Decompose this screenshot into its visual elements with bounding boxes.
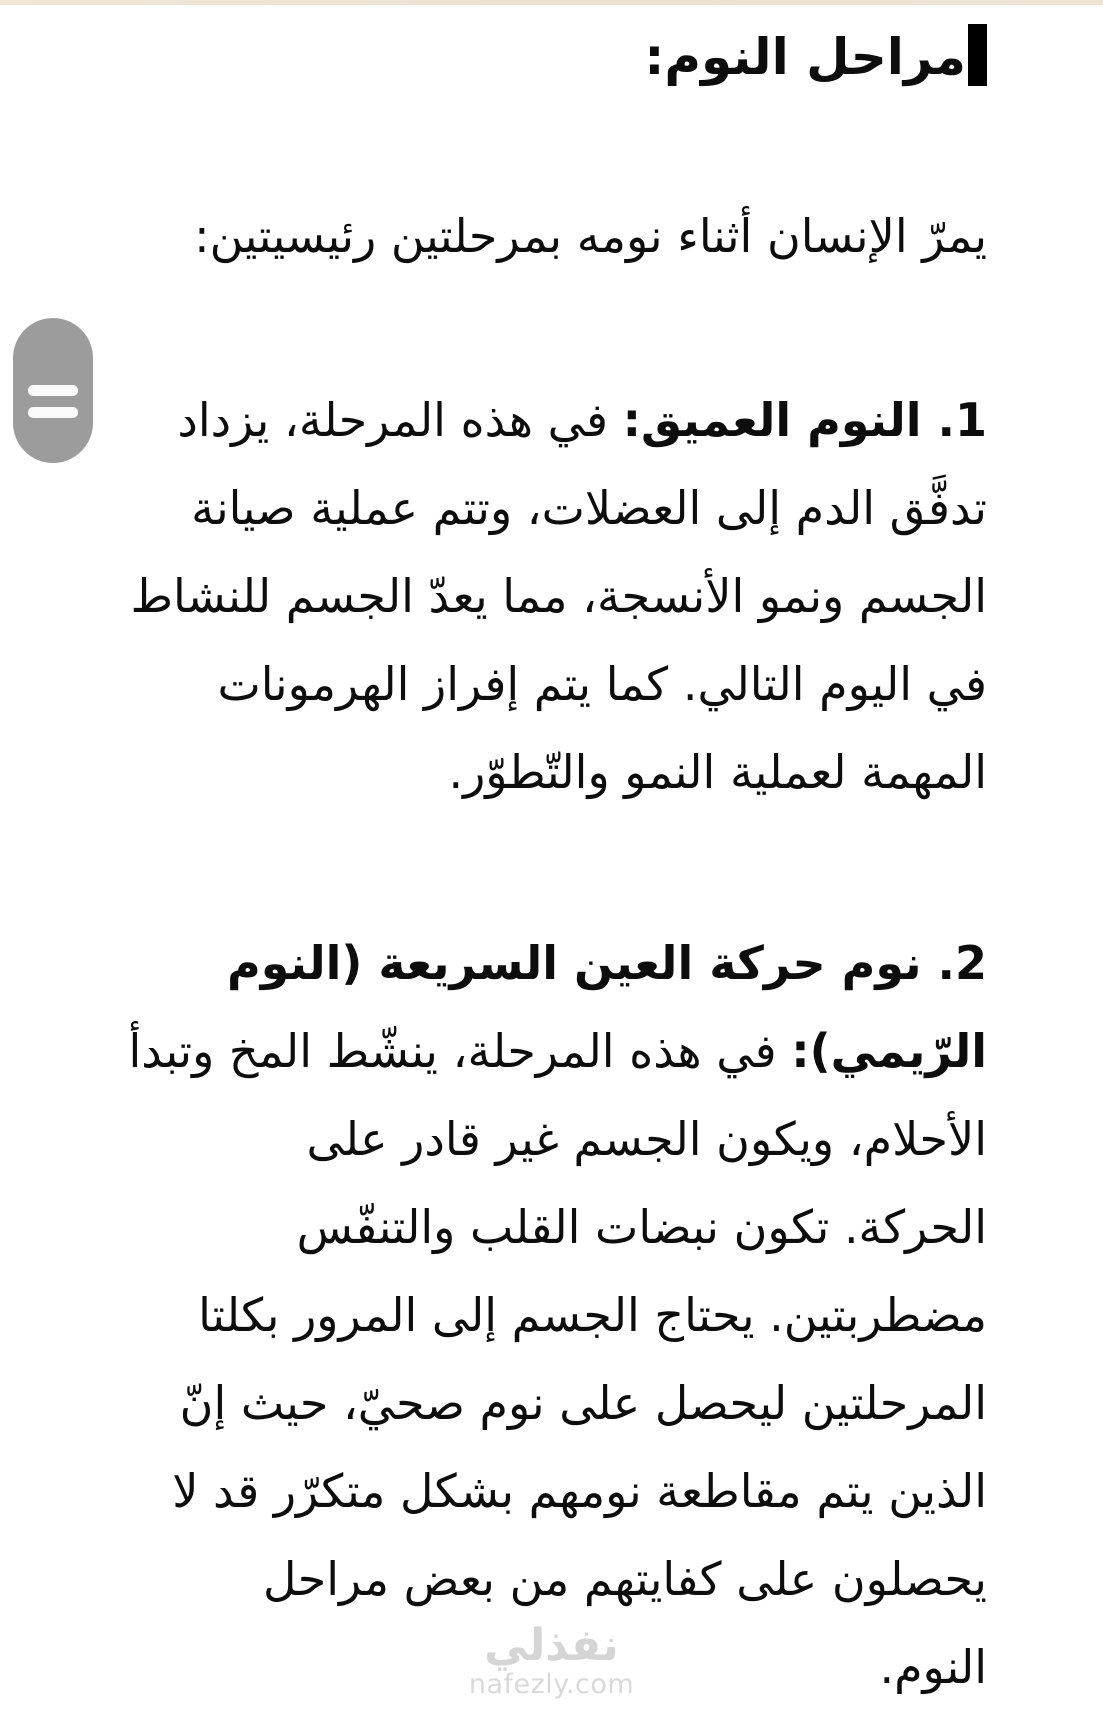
- text-line[interactable]: [28, 1359, 987, 1447]
- line-text: في هذه المرحلة، ينشّط المخ وتبدأ: [128, 1024, 792, 1078]
- nafezly-logo-text: نفذلي: [484, 1620, 619, 1671]
- intro-block: [0, 192, 1103, 280]
- title-block: [0, 13, 1103, 101]
- text-line[interactable]: [28, 464, 987, 552]
- top-edge-strip: [0, 0, 1103, 5]
- text-line[interactable]: [28, 919, 987, 1007]
- text-line[interactable]: [28, 1271, 987, 1359]
- text-line[interactable]: [28, 552, 987, 640]
- text-line[interactable]: [28, 192, 987, 280]
- text-line[interactable]: [28, 728, 987, 816]
- line-bold-text: 1. النوم العميق:: [622, 393, 987, 447]
- text-line[interactable]: [28, 1095, 987, 1183]
- line-text: الذين يتم مقاطعة نومهم بشكل متكرّر قد لا: [172, 1464, 987, 1518]
- line-text: تدفَّق الدم إلى العضلات، وتتم عملية صيانة: [191, 481, 987, 535]
- nafezly-site-text: [0, 1670, 1103, 1700]
- line-text: النوم.: [879, 1640, 987, 1694]
- line-text: في اليوم التالي. كما يتم إفراز الهرمونات: [217, 657, 987, 711]
- document-title[interactable]: [28, 13, 987, 101]
- text-cursor: [968, 24, 987, 86]
- title-text: مراحل النوم:: [644, 28, 966, 86]
- line-text: المرحلتين ليحصل على نوم صحيّ، حيث إنّ: [179, 1376, 987, 1430]
- line-text: المهمة لعملية النمو والتّطوّر.: [448, 745, 987, 799]
- line-bold-text: الرّيمي):: [791, 1024, 987, 1078]
- line-text: الحركة. تكون نبضات القلب والتنفّس: [296, 1200, 987, 1254]
- line-text: الجسم ونمو الأنسجة، مما يعدّ الجسم للنشاط: [130, 569, 987, 623]
- line-text: الأحلام، ويكون الجسم غير قادر على: [306, 1112, 987, 1166]
- text-line[interactable]: [28, 376, 987, 464]
- line-text: في هذه المرحلة، يزداد: [177, 393, 623, 447]
- section-deep-sleep: [0, 376, 1103, 816]
- text-line[interactable]: [28, 1447, 987, 1535]
- text-line[interactable]: [28, 640, 987, 728]
- line-text: يحصلون على كفايتهم من بعض مراحل: [262, 1552, 987, 1606]
- nafezly-url: nafezly.com: [468, 1669, 635, 1700]
- line-bold-text: 2. نوم حركة العين السريعة (النوم: [227, 936, 987, 990]
- text-line[interactable]: [28, 1183, 987, 1271]
- nafezly-logo: [0, 1620, 1103, 1672]
- line-text: مضطربتين. يحتاج الجسم إلى المرور بكلتا: [198, 1288, 987, 1342]
- text-line[interactable]: [28, 1007, 987, 1095]
- line-text: يمرّ الإنسان أثناء نومه بمرحلتين رئيسيتين:: [194, 209, 987, 263]
- section-rem-sleep: [0, 919, 1103, 1711]
- text-line[interactable]: [28, 1535, 987, 1623]
